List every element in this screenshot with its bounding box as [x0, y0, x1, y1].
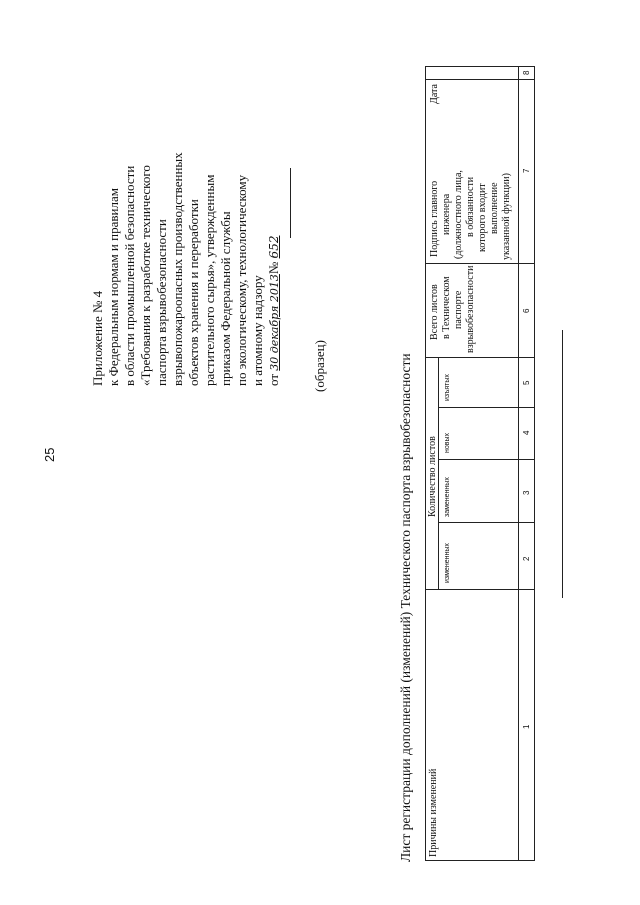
table-divider	[426, 357, 534, 358]
bottom-rule	[562, 330, 563, 598]
column-number: 4	[522, 430, 531, 435]
appendix-line: к Федеральным нормам и правилам	[106, 188, 121, 386]
header-total-line: Всего листов	[429, 284, 440, 340]
appendix-line: объектов хранения и переработки	[186, 199, 201, 386]
header-total-line: взрывобезопасности	[465, 265, 476, 353]
header-changed: измененных	[444, 543, 451, 583]
table-divider	[518, 67, 519, 860]
appendix-line: паспорта взрывобезопасности	[154, 219, 169, 386]
header-signature-line: указанной функции)	[501, 173, 512, 260]
header-replaced: замененных	[444, 477, 451, 517]
appendix-line: в области промышленной безопасности	[122, 165, 137, 386]
order-number-label: №	[266, 261, 281, 275]
order-prefix: от	[266, 373, 281, 386]
header-signature-line: выполнение	[489, 182, 500, 234]
header-total-line: паспорте	[453, 290, 464, 329]
registration-table	[425, 66, 535, 861]
column-number: 6	[522, 308, 531, 313]
appendix-line: Приложение № 4	[90, 290, 105, 386]
table-divider	[426, 79, 534, 80]
column-number: 7	[522, 168, 531, 173]
header-signature-line: (должностного лица,	[453, 170, 464, 259]
order-underline	[290, 168, 291, 238]
order-date: 30 декабря 2013	[268, 274, 281, 371]
appendix-line: «Требования к разработке технического	[138, 165, 153, 386]
column-number: 8	[522, 70, 531, 75]
header-date: Дата	[429, 84, 440, 104]
header-reasons: Причины изменений	[428, 768, 439, 857]
header-signature-line: Подпись главного	[429, 180, 440, 257]
header-new: новых	[444, 432, 451, 453]
header-signature-line: инженера	[441, 193, 452, 235]
header-sheet-count: Количество листов	[427, 436, 438, 517]
sample-label: (образец)	[312, 340, 327, 392]
table-divider	[426, 589, 534, 590]
table-divider	[426, 263, 534, 264]
column-number: 2	[522, 556, 531, 561]
appendix-line: приказом Федеральной службы	[218, 211, 233, 386]
appendix-line: и атомному надзору	[250, 275, 265, 386]
header-removed: изъятых	[444, 374, 451, 401]
column-number: 5	[522, 380, 531, 385]
column-number: 1	[522, 724, 531, 729]
sheet-title: Лист регистрации дополнений (изменений) Технического паспорта взрывобезопасности	[398, 353, 413, 862]
table-divider	[438, 407, 534, 408]
order-line	[266, 236, 283, 386]
column-number: 3	[522, 490, 531, 495]
page-number: 25	[42, 447, 57, 462]
appendix-line: растительного сырья», утвержденным	[202, 174, 217, 386]
order-number: 652	[267, 235, 281, 259]
table-divider	[438, 459, 534, 460]
header-signature-line: в обязанности	[465, 176, 476, 237]
header-total-line: в Техническом	[441, 276, 452, 339]
table-divider	[438, 522, 534, 523]
appendix-line: по экологическому, технологическому	[234, 174, 249, 386]
appendix-line: взрывопожароопасных производственных	[170, 152, 185, 386]
header-signature-line: которого входит	[477, 183, 488, 252]
